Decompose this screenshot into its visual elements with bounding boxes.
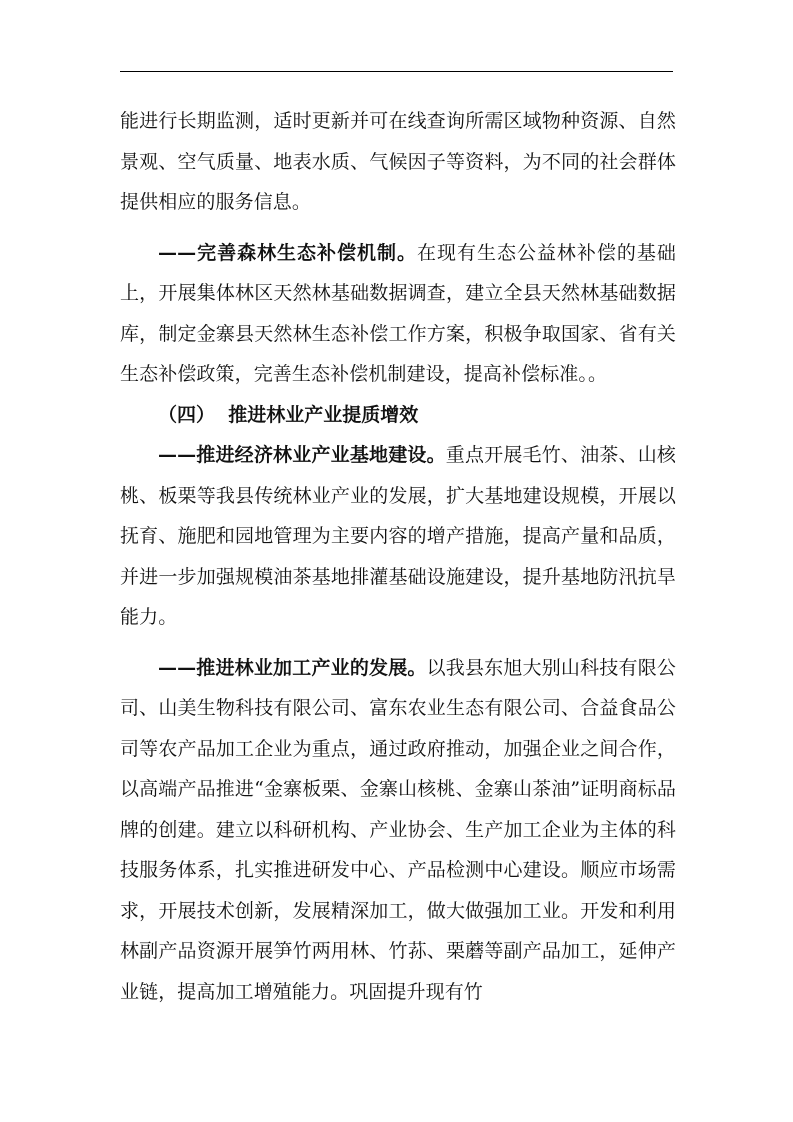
- paragraph-economic-forest-base: [120, 435, 676, 638]
- paragraph-lead: ——推进经济林业产业基地建设。: [158, 444, 446, 466]
- section-heading: （四） 推进林业产业提质增效: [158, 403, 419, 426]
- paragraph-forest-compensation: [120, 233, 676, 395]
- paragraph-forestry-processing: [120, 648, 676, 1013]
- document-body: [120, 101, 676, 1012]
- paragraph-lead: ——推进林业加工产业的发展。: [158, 656, 427, 679]
- paragraph-lead: ——完善森林生态补偿机制。: [158, 241, 417, 264]
- paragraph-text: 能进行长期监测，适时更新并可在线查询所需区域物种资源、自然景观、空气质量、地表水质、气候因子等资料，为不同的社会群体提供相应的服务信息。: [120, 110, 676, 213]
- paragraph-text: 重点开展毛竹、油茶、山核桃、板栗等我县传统林业产业的发展，扩大基地建设规模，开展以抚育、施肥和园地管理为主要内容的增产措施，提高产量和品质，并进一步加强规模油茶基地排灌基础设施建设，提升基地防汛抗旱能力。: [120, 444, 676, 628]
- header-rule: [120, 71, 673, 72]
- paragraph-continuation: [120, 101, 676, 223]
- paragraph-text: 在现有生态公益林补偿的基础上，开展集体林区天然林基础数据调查，建立全县天然林基础数据库，制定金寨县天然林生态补偿工作方案，积极争取国家、省有关生态补偿政策，完善生态补偿机制建设，提高补偿标准。。: [120, 241, 676, 385]
- paragraph-text: 以我县东旭大别山科技有限公司、山美生物科技有限公司、富东农业生态有限公司、合益食品公司等农产品加工企业为重点，通过政府推动，加强企业之间合作，以高端产品推进“金寨板栗、金寨山核桃、金寨山茶油”证明商标品牌的创建。建立以科研机构、产业协会、生产加工企业为主体的科技服务体系，扎实推进研发中心、产品检测中心建设。顺应市场需求，开展技术创新，发展精深加工，做大做强加工业。开发和利用林副产品资源开展笋竹两用林、竹荪、栗蘑等副产品加工，延伸产业链，提高加工增殖能力。巩固提升现有竹: [120, 656, 676, 1003]
